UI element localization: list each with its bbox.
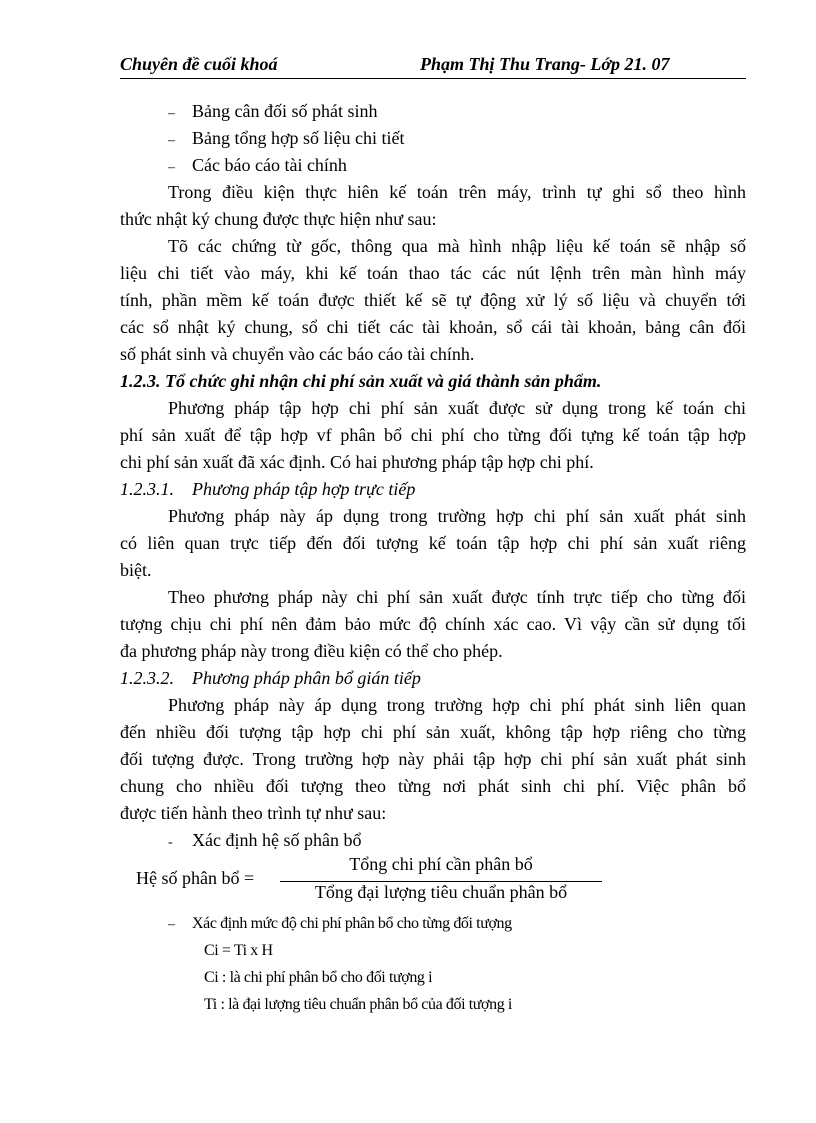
bullet-mark: – [168,106,175,121]
document-body [120,98,746,1018]
header-author: Phạm Thị Thu Trang- Lớp 21. 07 [420,54,670,74]
page-header [120,52,746,79]
paragraph-line: tượng chịu chi phí nên đảm bảo mức độ chính xác cao. Vì vậy cần sử dụng tối [120,614,746,634]
paragraph-line: Theo phương pháp này chi phí sản xuất được tính trực tiếp cho từng đối [168,587,746,607]
allocation-formula [120,854,746,910]
dash-mark: - [168,835,173,850]
list-item: – Các báo cáo tài chính [120,152,746,179]
subsection-title: Phương pháp phân bổ gián tiếp [192,668,421,688]
paragraph-line: Phương pháp này áp dụng trong trường hợp chi phí phát sinh liên quan [168,695,746,715]
formula-lhs: Hệ số phân bổ = [136,868,255,888]
paragraph-line: đa phương pháp này trong điều kiện có thể cho phép. [120,641,503,661]
formula-numerator: Tổng chi phí cần phân bổ [349,854,533,874]
subsection-heading [120,665,746,692]
list-item: – Xác định mức độ chi phí phân bổ cho từng đối tượng [120,910,746,937]
subsection-number: 1.2.3.2. [120,668,174,688]
definition-line: Ci = Ti x H [204,942,273,959]
paragraph-line: các sổ nhật ký chung, sổ chi tiết các tài khoản, sổ cái tài khoản, bảng cân đối [120,317,746,337]
subsection-heading [120,476,746,503]
paragraph-line: đối tượng được. Trong trường hợp này phải tập hợp chi phí sản xuất phát sinh [120,749,746,769]
paragraph-line: biệt. [120,560,152,580]
subsection-number: 1.2.3.1. [120,479,174,499]
formula-denominator: Tổng đại lượng tiêu chuẩn phân bổ [314,882,568,902]
paragraph-line: liệu chi tiết vào máy, khi kế toán thao tác các nút lệnh trên màn hình máy [120,263,746,283]
definition-line: Ti : là đại lượng tiêu chuẩn phân bổ của đối tượng i [204,996,512,1013]
paragraph-line: phí sản xuất để tập hợp vf phân bổ chi phí cho từng đối tựng kế toán tập hợp [120,425,746,445]
paragraph-line: tính, phần mềm kế toán được thiết kế sẽ tự động xử lý số liệu và chuyển tới [120,290,746,310]
paragraph-line: Phương pháp này áp dụng trong trường hợp chi phí sản xuất phát sinh [168,506,746,526]
definition-line: Ci : là chi phí phân bổ cho đối tượng i [204,969,433,986]
paragraph-line: chi phí sản xuất đã xác định. Có hai phương pháp tập hợp chi phí. [120,452,594,472]
paragraph-line: được tiến hành theo trình tự như sau: [120,803,387,823]
paragraph-line: Trong điều kiện thực hiên kế toán trên máy, trình tự ghi sổ theo hình [168,182,746,202]
bullet-mark: – [168,160,175,175]
header-title: Chuyên đề cuối khoá [120,54,278,74]
paragraph-line: đến nhiều đối tượng tập hợp chi phí sản xuất, không tập hợp riêng cho từng [120,722,746,742]
paragraph-line: có liên quan trực tiếp đến đối tượng kế toán tập hợp chi phí sản xuất riêng [120,533,746,553]
section-heading: 1.2.3. Tổ chức ghi nhận chi phí sản xuất và giá thành sản phẩm. [120,371,602,391]
bullet-mark: – [168,917,175,932]
subsection-title: Phương pháp tập hợp trực tiếp [192,479,416,499]
paragraph-line: chung cho nhiều đối tượng theo từng nơi phát sinh chi phí. Việc phân bổ [120,776,746,796]
paragraph-line: thức nhật ký chung được thực hiện như sau: [120,209,437,229]
paragraph-line: Tõ các chứng từ gốc, thông qua mà hình nhập liệu kế toán sẽ nhập số [168,236,746,256]
list-item: - Xác định hệ số phân bổ [120,827,746,854]
paragraph-line: số phát sinh và chuyển vào các báo cáo tài chính. [120,344,475,364]
bullet-mark: – [168,133,175,148]
list-item: – Bảng tổng hợp số liệu chi tiết [120,125,746,152]
list-item: – Bảng cân đối số phát sinh [120,98,746,125]
paragraph-line: Phương pháp tập hợp chi phí sản xuất được sử dụng trong kế toán chi [168,398,746,418]
